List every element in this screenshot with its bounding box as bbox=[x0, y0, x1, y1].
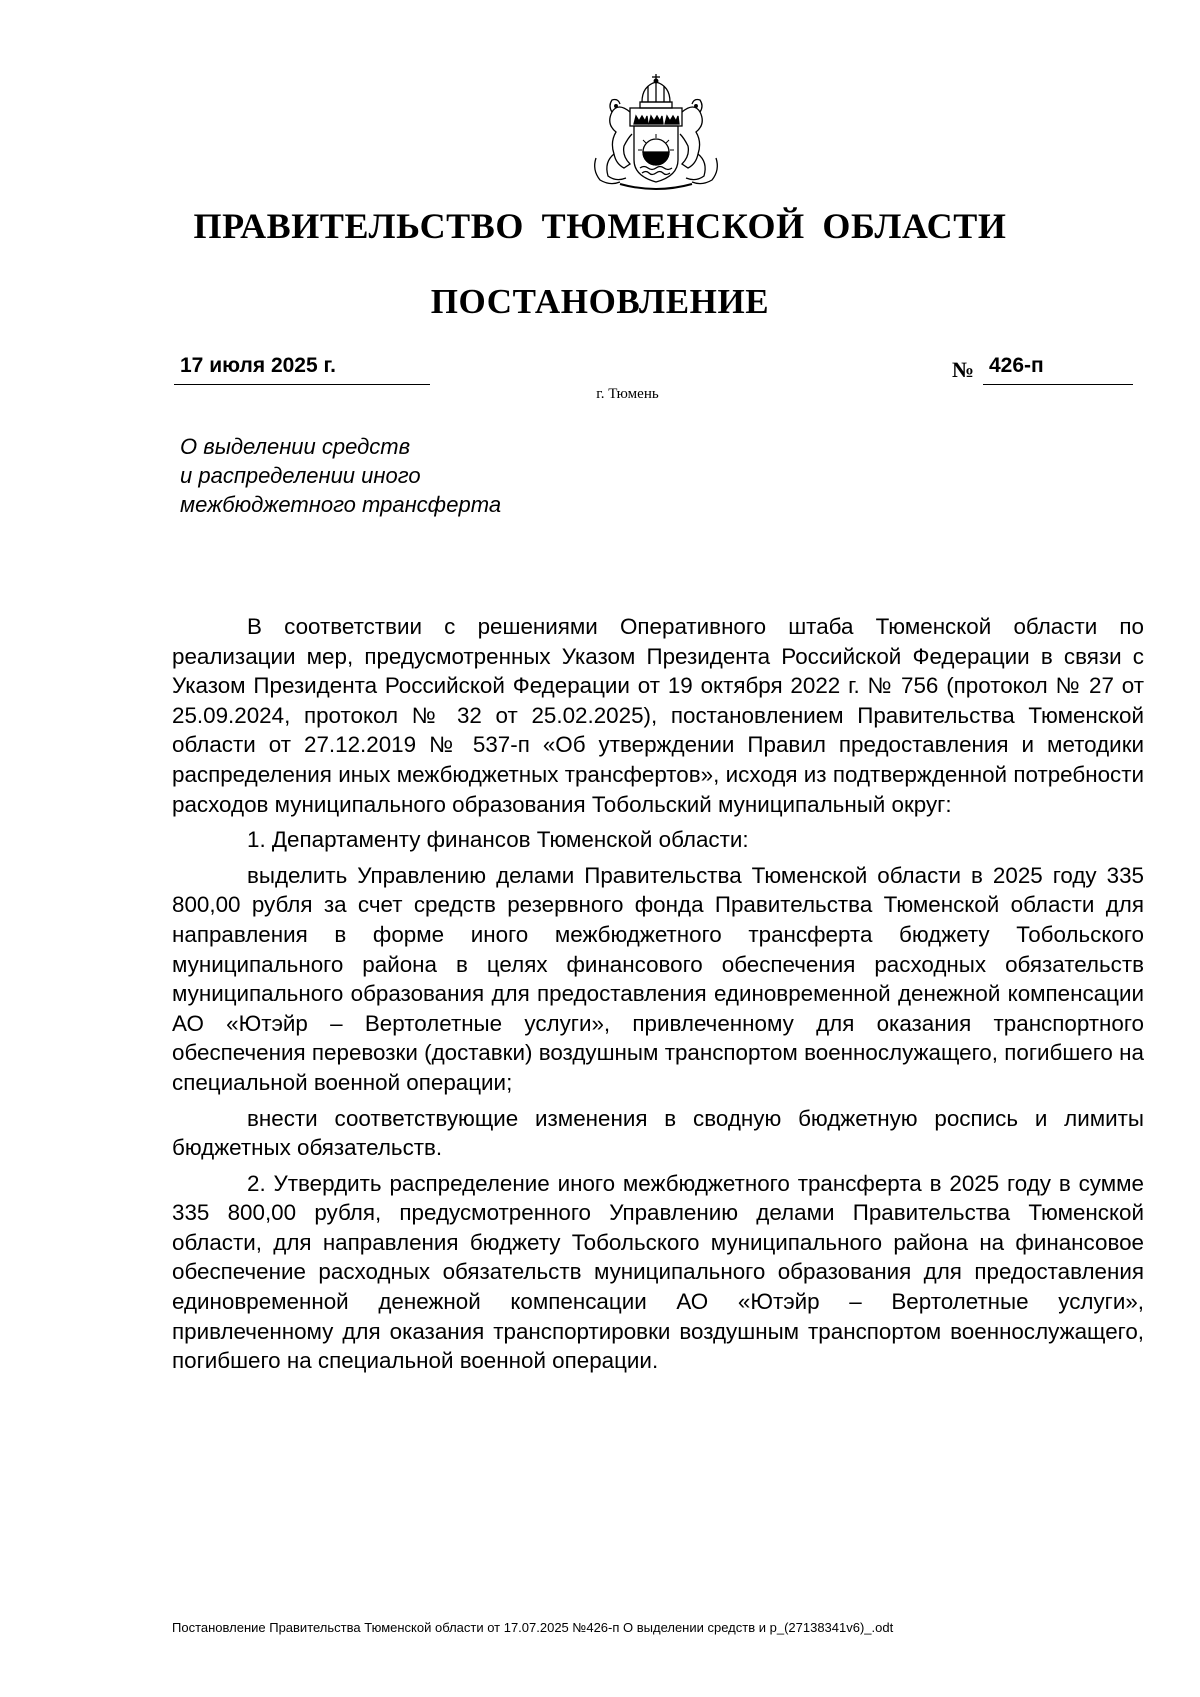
subject-line: межбюджетного трансферта bbox=[180, 492, 502, 517]
subject-line: О выделении средств bbox=[180, 434, 411, 459]
government-title: ПРАВИТЕЛЬСТВО ТЮМЕНСКОЙ ОБЛАСТИ bbox=[193, 206, 1007, 246]
body-paragraph-item-2: 2. Утвердить распределение иного межбюджетного трансферта в 2025 году в сумме 335 800,00 рубля, предусмотренного Управлению делами Правительства Тюменской области, для направления бюджету Тобольского муниципального района на финансовое обеспечение расходных обязательств муниципального образования для предоставления единовременной денежной компенсации АО «Ютэйр – Вертолетные услуги», привлеченному для оказания транспортировки воздушным транспортом военнослужащего, погибшего на специальной военной операции. bbox=[172, 1170, 1144, 1374]
document-type-heading: ПОСТАНОВЛЕНИЕ bbox=[430, 282, 770, 321]
subject-line: и распределении иного bbox=[180, 463, 421, 488]
body-paragraph-item-1: 1. Департаменту финансов Тюменской области: bbox=[247, 827, 749, 853]
document-number-field bbox=[983, 354, 1133, 385]
document-date: 17 июля 2025 г. bbox=[180, 354, 336, 377]
document-subject bbox=[180, 432, 680, 519]
city-label: г. Тюмень bbox=[596, 386, 659, 402]
body-paragraph-preamble: В соответствии с решениями Оперативного штаба Тюменской области по реализации мер, предусмотренных Указом Президента Российской Федерации в связи с Указом Президента Российской Федерации от 19 октября 2022 г. № 756 (протокол № 27 от 25.09.2024, протокол № 32 от 25.02.2025), постановлением Правительства Тюменской области от 27.12.2019 № 537-п «Об утверждении Правил предоставления и методики распределения иных межбюджетных трансфертов», исходя из подтвержденной потребности расходов муниципального образования Тобольский муниципальный округ: bbox=[172, 614, 1144, 817]
number-label: № bbox=[952, 357, 975, 382]
document-body bbox=[172, 612, 1144, 1376]
document-date-field bbox=[174, 354, 430, 385]
document-number: 426-п bbox=[989, 354, 1044, 377]
body-paragraph-amend: внести соответствующие изменения в сводную бюджетную роспись и лимиты бюджетных обязательств. bbox=[172, 1105, 1144, 1161]
coat-of-arms-emblem bbox=[590, 72, 722, 192]
page-footer: Постановление Правительства Тюменской области от 17.07.2025 №426-п О выделении средств и р_(27138341v6)_.odt bbox=[172, 1620, 894, 1635]
body-paragraph-allocate: выделить Управлению делами Правительства Тюменской области в 2025 году 335 800,00 рубля за счет средств резервного фонда Правительства Тюменской области для направления в форме иного межбюджетного трансферта бюджету Тобольского муниципального района в целях финансового обеспечения расходных обязательств муниципального образования для предоставления единовременной денежной компенсации АО «Ютэйр – Вертолетные услуги», привлеченному для оказания транспортного обеспечения перевозки (доставки) воздушным транспортом военнослужащего, погибшего на специальной военной операции; bbox=[172, 862, 1144, 1095]
